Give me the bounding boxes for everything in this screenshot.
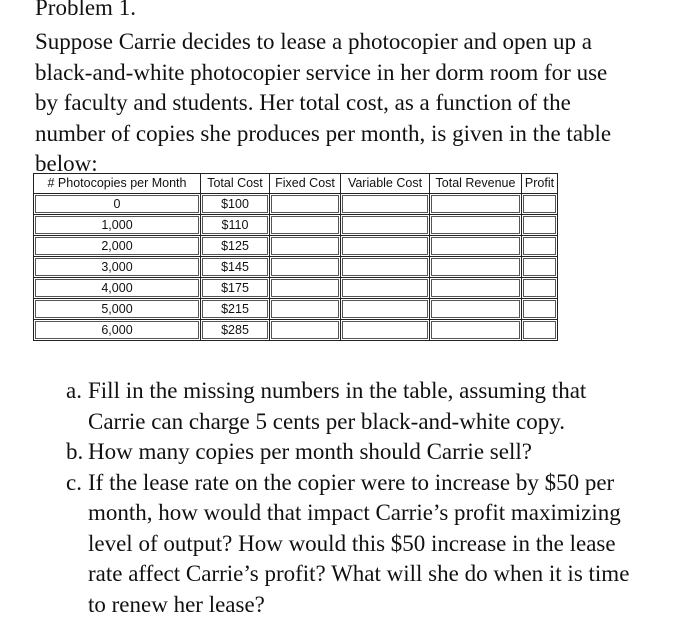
question-list [66,376,696,620]
total-revenue-cell [430,320,522,341]
question-c [66,468,696,620]
column-header-total-revenue: Total Revenue [430,174,522,194]
fixed-cost-cell [270,320,341,341]
question-b [66,437,696,468]
fixed-cost-cell [270,215,341,236]
question-text [88,437,532,468]
copies-cell: 2,000 [34,236,201,257]
question-line: to renew her lease? [88,590,629,620]
table-row [34,278,558,299]
column-header-fixed-cost: Fixed Cost [270,174,341,194]
total-revenue-cell [430,194,522,215]
variable-cost-cell [341,257,430,278]
profit-cell [522,194,558,215]
column-header-total-cost: Total Cost [201,174,270,194]
table-row [34,299,558,320]
question-line: level of output? How would this $50 increase in the lease [88,529,629,560]
profit-cell [522,257,558,278]
question-line: month, how would that impact Carrie’s profit maximizing [88,498,629,529]
column-header-copies: # Photocopies per Month [34,174,201,194]
question-label: c. [66,468,88,620]
variable-cost-cell [341,236,430,257]
intro-line: by faculty and students. Her total cost, as a function of the [35,88,690,119]
variable-cost-cell [341,194,430,215]
question-text [88,468,629,620]
total-cost-cell: $100 [201,194,270,215]
fixed-cost-cell [270,194,341,215]
total-revenue-cell [430,236,522,257]
total-cost-cell: $175 [201,278,270,299]
total-revenue-cell [430,278,522,299]
profit-cell [522,320,558,341]
profit-cell [522,278,558,299]
intro-line: number of copies she produces per month, is given in the table [35,119,690,150]
copies-cell: 6,000 [34,320,201,341]
question-line: Carrie can charge 5 cents per black-and-white copy. [88,407,586,438]
intro-line: black-and-white photocopier service in her dorm room for use [35,58,690,89]
question-a [66,376,696,437]
copies-cell: 1,000 [34,215,201,236]
profit-cell [522,299,558,320]
question-label: b. [66,437,88,468]
total-cost-cell: $110 [201,215,270,236]
intro-line: below: [35,149,690,180]
copies-cell: 4,000 [34,278,201,299]
table-header-row [34,174,558,194]
total-cost-cell: $125 [201,236,270,257]
table-row [34,236,558,257]
question-line: How many copies per month should Carrie sell? [88,437,532,468]
fixed-cost-cell [270,236,341,257]
total-revenue-cell [430,299,522,320]
total-cost-cell: $215 [201,299,270,320]
table-row [34,215,558,236]
question-line: rate affect Carrie’s profit? What will she do when it is time [88,559,629,590]
profit-cell [522,236,558,257]
table-row [34,257,558,278]
variable-cost-cell [341,320,430,341]
copies-cell: 0 [34,194,201,215]
column-header-profit: Profit [522,174,558,194]
total-cost-cell: $285 [201,320,270,341]
cost-table [33,173,558,341]
question-line: If the lease rate on the copier were to increase by $50 per [88,468,629,499]
total-revenue-cell [430,257,522,278]
fixed-cost-cell [270,257,341,278]
intro-line: Suppose Carrie decides to lease a photocopier and open up a [35,27,690,58]
question-text [88,376,586,437]
table-row [34,194,558,215]
copies-cell: 5,000 [34,299,201,320]
problem-intro [35,27,690,180]
copies-cell: 3,000 [34,257,201,278]
variable-cost-cell [341,299,430,320]
total-cost-cell: $145 [201,257,270,278]
table-row [34,320,558,341]
fixed-cost-cell [270,278,341,299]
variable-cost-cell [341,278,430,299]
question-line: Fill in the missing numbers in the table, assuming that [88,376,586,407]
problem-heading: Problem 1. [35,0,136,22]
column-header-variable-cost: Variable Cost [341,174,430,194]
fixed-cost-cell [270,299,341,320]
profit-cell [522,215,558,236]
question-label: a. [66,376,88,437]
variable-cost-cell [341,215,430,236]
total-revenue-cell [430,215,522,236]
